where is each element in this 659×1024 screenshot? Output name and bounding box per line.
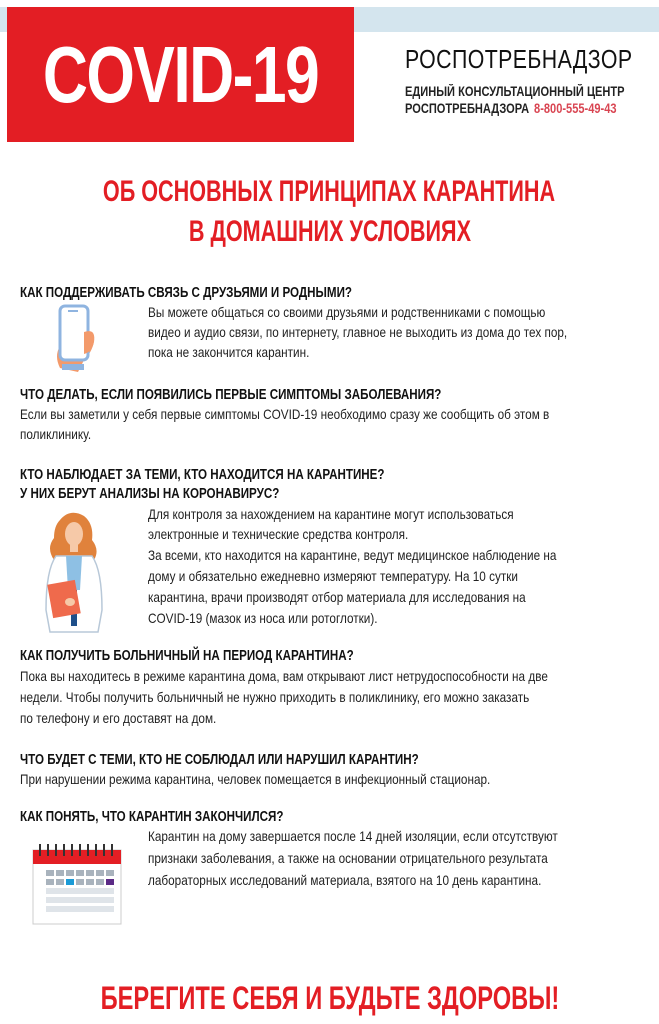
question-1: КАК ПОДДЕРЖИВАТЬ СВЯЗЬ С ДРУЗЬЯМИ И РОДНЫМИ? [20, 285, 352, 301]
answer-4-line1: Пока вы находитесь в режиме карантина дома, вам открывают лист нетрудоспособности на две [20, 668, 548, 684]
answer-6-line3: лабораторных исследований материала, взятого на 10 день карантина. [148, 872, 542, 888]
answer-3-line2: электронные и технические средства контроля. [148, 526, 409, 542]
logo-text: COVID-19 [42, 29, 319, 119]
answer-1-line1: Вы можете общаться со своими друзьями и родственниками с помощью [148, 304, 546, 320]
org-line2-row [405, 100, 617, 117]
org-line1: ЕДИНЫЙ КОНСУЛЬТАЦИОННЫЙ ЦЕНТР [405, 84, 625, 99]
answer-2-line1: Если вы заметили у себя первые симптомы COVID-19 необходимо сразу же сообщить об этом в [20, 406, 550, 422]
answer-4-line3: по телефону и его доставят на дом. [20, 710, 217, 726]
org-line2: РОСПОТРЕБНАДЗОРА [405, 101, 530, 116]
answer-3-line6: COVID-19 (мазок из носа или ротоглотки). [148, 610, 378, 626]
answer-4-line2: недели. Чтобы получить больничный не нужно приходить в поликлинику, его можно заказать [20, 689, 530, 705]
answer-3-line3: За всеми, кто находится на карантине, ведут медицинское наблюдение на [148, 547, 557, 563]
calendar-icon [32, 842, 122, 926]
covid-logo [7, 7, 354, 142]
answer-3-line5: карантина, врачи производят отбор материала для исследования на [148, 589, 526, 605]
footer-text: БЕРЕГИТЕ СЕБЯ И БУДЬТЕ ЗДОРОВЫ! [100, 980, 559, 1016]
answer-6-line2: признаки заболевания, а также на основании отрицательного результата [148, 850, 548, 866]
answer-1-line2: видео и аудио связи, по интернету, главное не выходить из дома до тех пор, [148, 324, 568, 340]
doctor-icon [40, 510, 120, 634]
question-4: КАК ПОЛУЧИТЬ БОЛЬНИЧНЫЙ НА ПЕРИОД КАРАНТИНА? [20, 648, 354, 664]
question-2: ЧТО ДЕЛАТЬ, ЕСЛИ ПОЯВИЛИСЬ ПЕРВЫЕ СИМПТОМЫ ЗАБОЛЕВАНИЯ? [20, 387, 442, 403]
page-title [0, 172, 659, 252]
question-6: КАК ПОНЯТЬ, ЧТО КАРАНТИН ЗАКОНЧИЛСЯ? [20, 809, 284, 825]
answer-1-line3: пока не закончится карантин. [148, 344, 310, 360]
question-3-line1: КТО НАБЛЮДАЕТ ЗА ТЕМИ, КТО НАХОДИТСЯ НА КАРАНТИНЕ? [20, 467, 385, 483]
question-5: ЧТО БУДЕТ С ТЕМИ, КТО НЕ СОБЛЮДАЛ ИЛИ НАРУШИЛ КАРАНТИН? [20, 752, 419, 768]
hotline-phone[interactable]: 8-800-555-49-43 [534, 101, 617, 116]
org-block [405, 44, 655, 117]
title-line2: В ДОМАШНИХ УСЛОВИЯХ [188, 215, 471, 248]
phone-in-hand-icon [48, 302, 102, 374]
answer-3-line4: дому и обязательно ежедневно измеряют температуру. На 10 сутки [148, 568, 518, 584]
answer-5-line1: При нарушении режима карантина, человек помещается в инфекционный стационар. [20, 771, 491, 787]
title-line1: ОБ ОСНОВНЫХ ПРИНЦИПАХ КАРАНТИНА [103, 175, 556, 208]
org-name: РОСПОТРЕБНАДЗОР [405, 44, 633, 74]
answer-6-line1: Карантин на дому завершается после 14 дней изоляции, если отсутствуют [148, 828, 558, 844]
question-3-line2: У НИХ БЕРУТ АНАЛИЗЫ НА КОРОНАВИРУС? [20, 486, 280, 502]
answer-3-line1: Для контроля за нахождением на карантине могут использоваться [148, 506, 514, 522]
answer-2-line2: поликлинику. [20, 426, 92, 442]
footer-slogan [0, 978, 659, 1018]
